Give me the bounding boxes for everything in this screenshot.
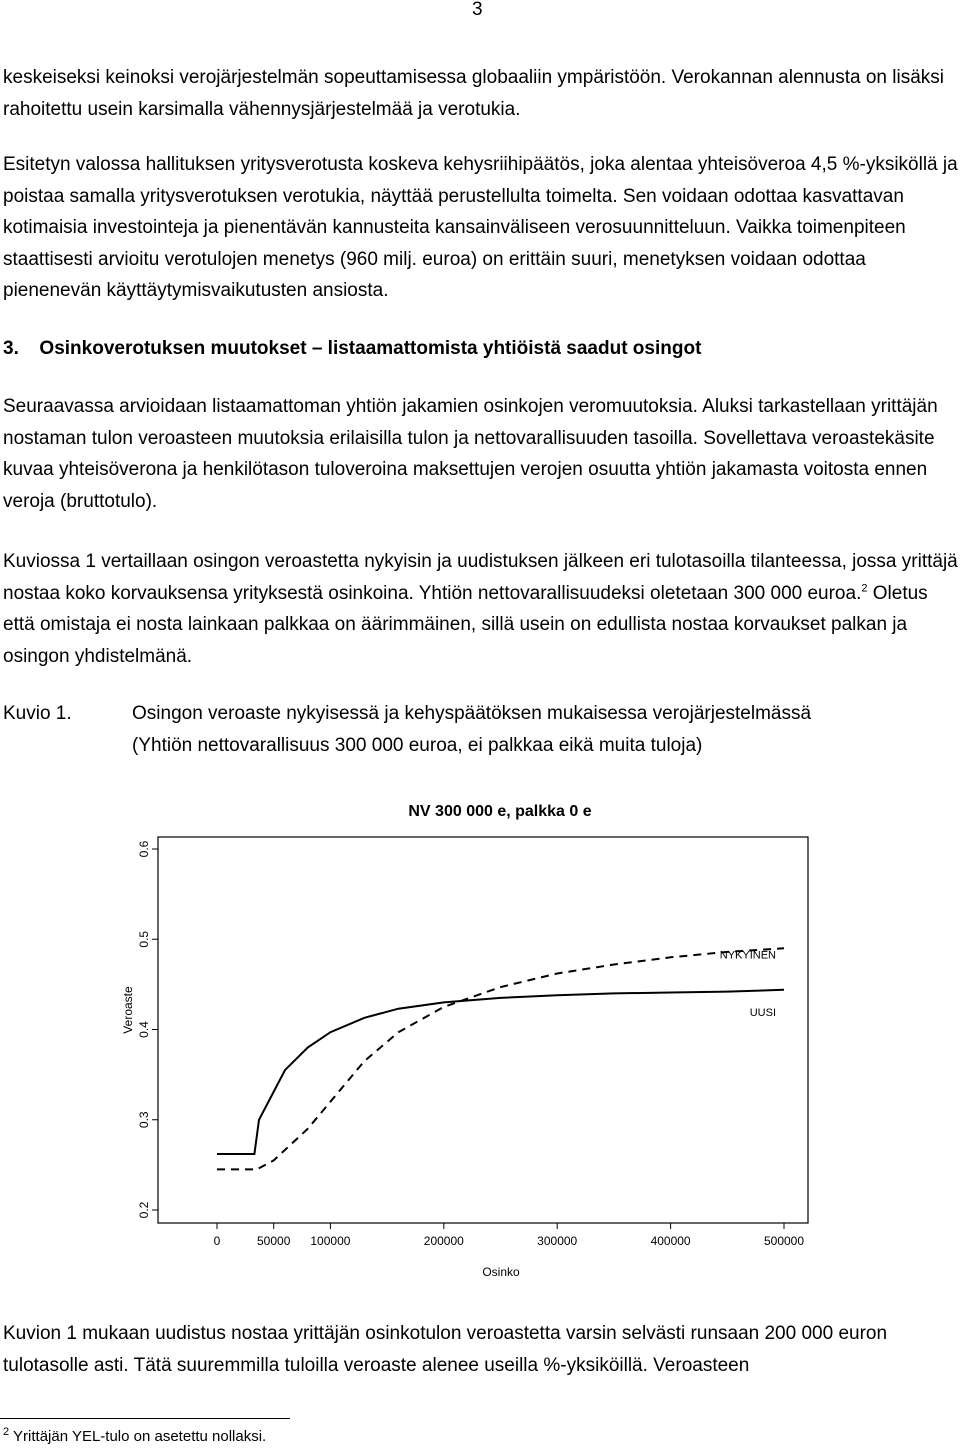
paragraph-3: Seuraavassa arvioidaan listaamattoman yhtiön jakamien osinkojen veromuutoksia. Aluksi tarkastellaan yrittäjän nostaman tulon veroasteen muutoksia erilaisilla tulon ja nettovarallisuuden tasoilla. Sovellettava veroastekäsite kuvaa yhteisöverona ja henkilötason tuloveroina maksettujen verojen osuutta yhtiön jakamasta voitosta ennen veroja (bruttotulo). xyxy=(3,396,938,512)
y-tick-label: 0.5 xyxy=(137,930,151,948)
series-line-uusi xyxy=(217,990,784,1154)
footnote-number: 2 xyxy=(3,1426,10,1438)
paragraph-5: Kuvion 1 mukaan uudistus nostaa yrittäjän osinkotulon veroastetta varsin selvästi runsaan 200 000 euron tulotasolle asti. Tätä suuremmilla tuloilla veroaste alenee useilla %-yksiköillä. Veroasteen xyxy=(3,1323,888,1376)
figure-caption xyxy=(132,698,932,761)
series-line-nykyinen xyxy=(217,948,784,1169)
y-tick-label: 0.6 xyxy=(137,840,151,858)
y-axis-label: Veroaste xyxy=(121,986,135,1034)
footnote xyxy=(3,1428,266,1445)
figure-caption-line-2: (Yhtiön nettovarallisuus 300 000 euroa, ei palkkaa eikä muita tuloja) xyxy=(132,734,703,756)
chart-title: NV 300 000 e, palkka 0 e xyxy=(408,803,592,820)
paragraph-4-text-b: Oletus että omistaja ei nosta lainkaan palkkaa on äärimmäinen, sillä usein on edullista nostaa korvaukset palkan ja osingon yhdistelmänä. xyxy=(3,582,928,667)
section-title: Osinkoverotuksen muutokset – listaamattomista yhtiöistä saadut osingot xyxy=(39,338,702,359)
footnote-text: Yrittäjän YEL-tulo on asetettu nollaksi. xyxy=(9,1428,267,1445)
y-tick-label: 0.2 xyxy=(137,1201,151,1219)
figure-caption-line-1: Osingon veroaste nykyisessä ja kehyspäätöksen mukaisessa verojärjestelmässä xyxy=(132,703,812,724)
paragraph-4-text-a: Kuviossa 1 vertaillaan osingon veroastetta nykyisin ja uudistuksen jälkeen eri tulotasoilla tilanteessa, jossa yrittäjä nostaa koko korvauksensa yrityksestä osinkoina. Yhtiön nettovarallisuudeksi oletetaan 300 000 euroa. xyxy=(3,551,958,604)
plot-frame xyxy=(158,837,808,1223)
x-tick-label: 500000 xyxy=(763,1234,805,1248)
x-tick-label: 100000 xyxy=(310,1234,351,1248)
x-tick-label: 50000 xyxy=(257,1234,291,1248)
page-number: 3 xyxy=(472,0,483,20)
figure-label: Kuvio 1. xyxy=(3,703,72,724)
paragraph-1: keskeiseksi keinoksi verojärjestelmän sopeuttamisessa globaaliin ympäristöön. Verokannan alennusta on lisäksi rahoitettu usein karsimalla vähennysjärjestelmää ja verotukia. xyxy=(3,67,945,120)
section-heading xyxy=(3,338,701,360)
x-tick-label: 300000 xyxy=(537,1234,578,1248)
x-axis-label: Osinko xyxy=(482,1265,520,1279)
y-tick-label: 0.3 xyxy=(137,1111,151,1129)
x-tick-label: 0 xyxy=(213,1234,221,1248)
y-tick-label: 0.4 xyxy=(137,1021,151,1038)
section-number: 3. xyxy=(3,338,19,359)
series-label-uusi: UUSI xyxy=(749,1006,776,1019)
tax-rate-chart xyxy=(110,785,830,1295)
paragraph-2: Esitetyn valossa hallituksen yritysverotusta koskeva kehysriihipäätös, joka alentaa yhteisöveroa 4,5 %-yksiköllä ja poistaa samalla yritysverotuksen verotukia, näyttää perustellulta toimelta. Sen voidaan odottaa kasvattavan kotimaisia investointeja ja pienentävän kannusteita kansainväliseen verosuunnitteluun. Vaikka toimenpiteen staattisesti arvioitu verotulojen menetys (960 milj. euroa) on erittäin suuri, menetyksen voidaan odottaa pienenevän käyttäytymisvaikutusten ansiosta. xyxy=(3,154,958,301)
series-label-nykyinen: NYKYINEN xyxy=(719,949,776,962)
footnote-divider xyxy=(0,1418,290,1419)
footnote-ref: 2 xyxy=(861,582,868,595)
plot-area xyxy=(137,837,808,1248)
x-tick-label: 400000 xyxy=(650,1234,691,1248)
paragraph-4 xyxy=(3,546,959,672)
x-tick-label: 200000 xyxy=(423,1234,464,1248)
